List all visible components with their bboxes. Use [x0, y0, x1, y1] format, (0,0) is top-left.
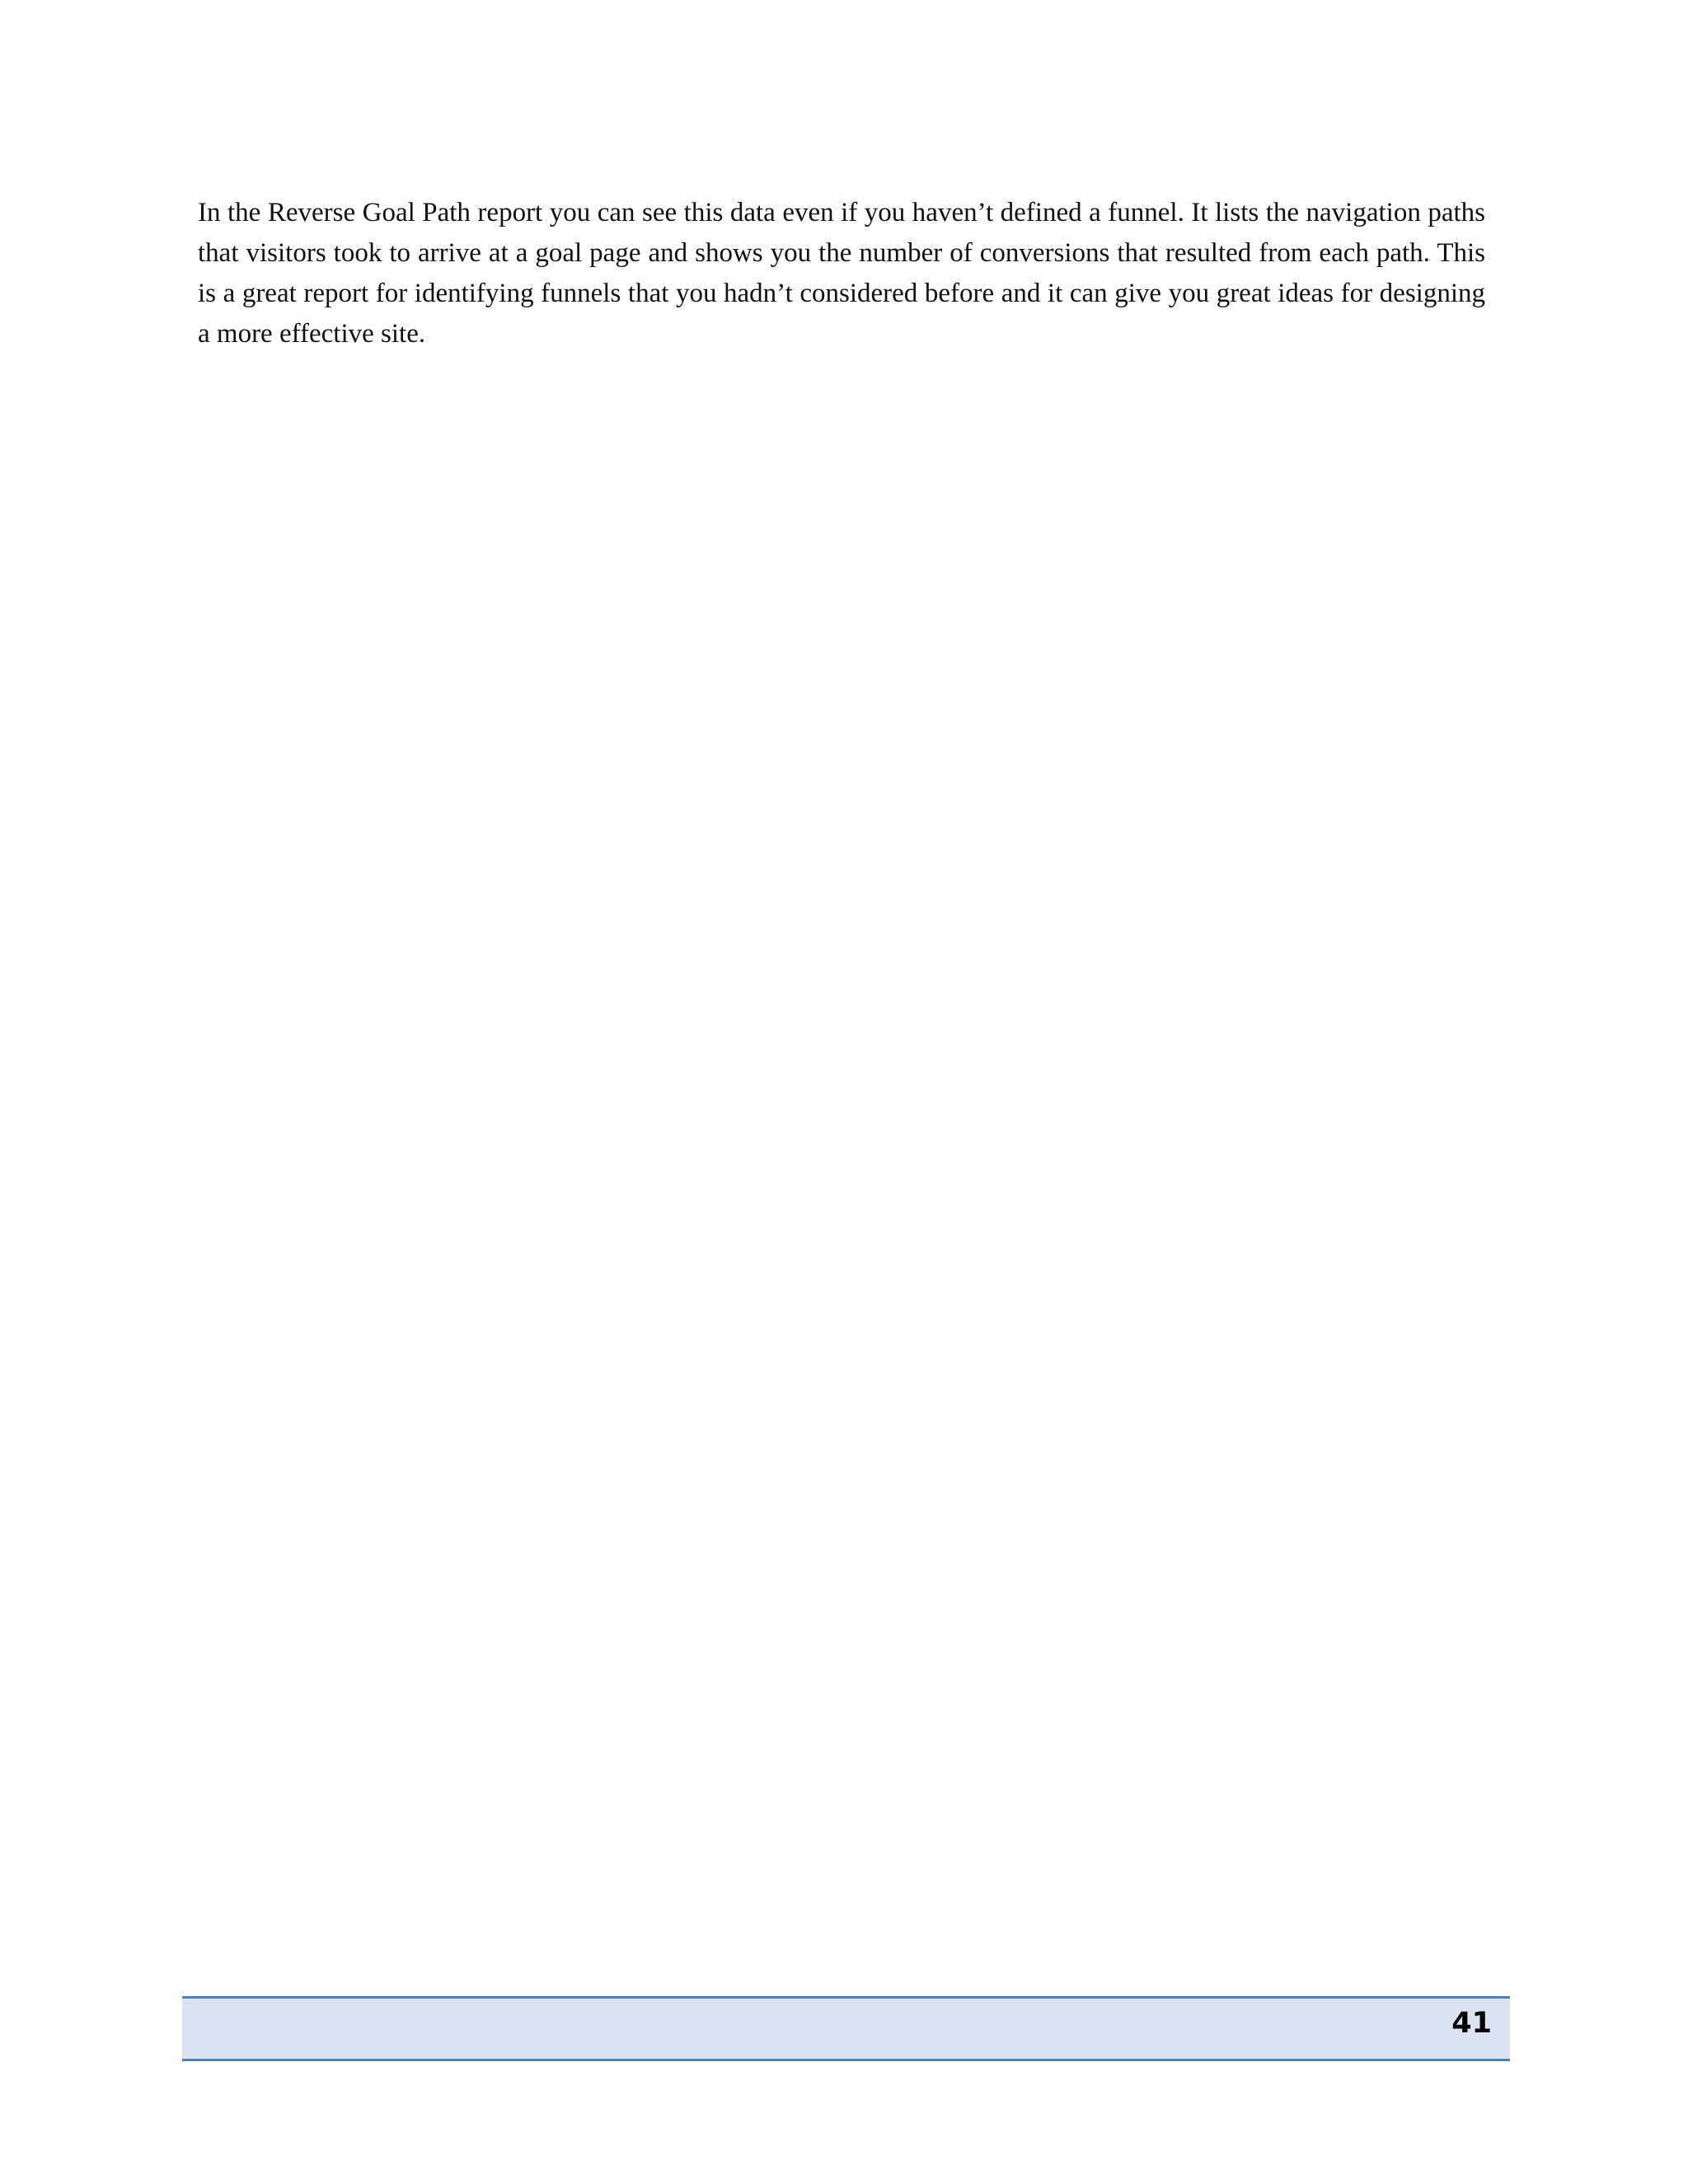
paragraph-line: that visitors took to arrive at a goal page and shows you the number of conversions that resulted from each path. This [198, 238, 1485, 268]
page-number: 41 [1451, 2007, 1492, 2040]
paragraph-line: a more effective site. [198, 319, 426, 349]
body-paragraph [198, 193, 1485, 354]
page-footer [182, 1996, 1510, 2061]
paragraph-line: In the Reverse Goal Path report you can see this data even if you haven’t defined a funnel. It lists the navigation paths [198, 198, 1485, 227]
paragraph-line: is a great report for identifying funnels that you hadn’t considered before and it can give you great ideas for designing [198, 279, 1485, 308]
